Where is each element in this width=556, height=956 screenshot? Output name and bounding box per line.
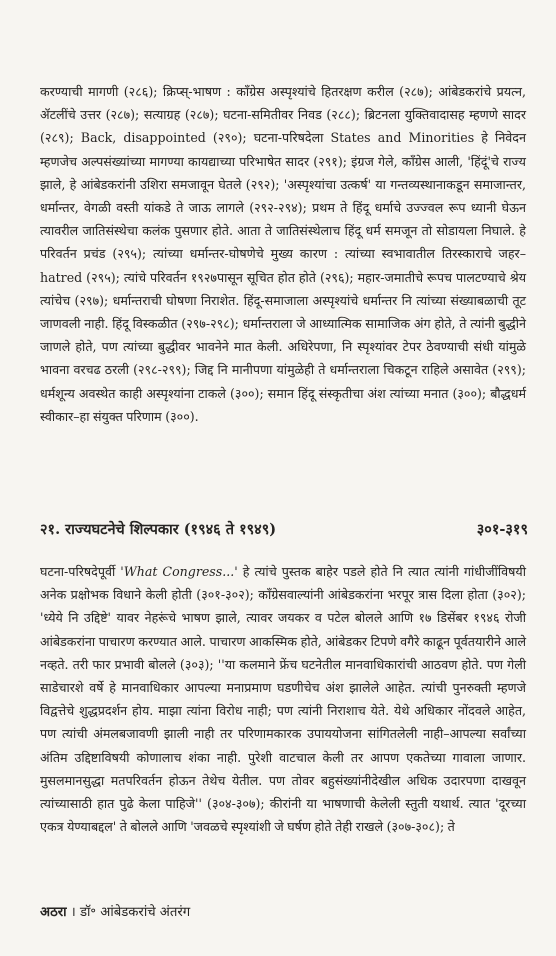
book-title-italic: What Congress... <box>123 564 235 579</box>
chapter-heading <box>40 519 528 539</box>
page-footer <box>40 902 190 920</box>
page-number-label: अठरा <box>40 905 67 920</box>
running-book-title: डॉ॰ आंबेडकरांचे अंतरंग <box>79 905 191 920</box>
summary-text-lead: घटना-परिषदेपूर्वी ' <box>40 564 124 579</box>
chapter-page-range: ३०१-३१९ <box>476 521 528 538</box>
summary-text-body: ' हे त्यांचे पुस्तक बाहेर पडले होते नि त्यात त्यांनी गांधीजींविषयी अनेक प्रक्षोभक विधाने केली होती (३०१-३०२); काँग्रेसवाल्यांनी आंबेडकरांना भरपूर त्रास दिला होता (३०२); 'ध्येये नि उद्दिष्टे' यावर नेहरूंचे भाषण झाले, त्यावर जयकर व पटेल बोलले आणि १७ डिसेंबर १९४६ रोजी आंबेडकरांना पाचारण करण्यात आले. पाचारण आकस्मिक होते, आंबेडकर टिपणे वगैरे काढून पूर्वतयारीने आले नव्हते. तरी फार प्रभावी बोलले (३०३); ''या कलमाने फ्रेंच घटनेतील मानवाधिकारांची आठवण होते. पण गेली साडेचारशे वर्षे हे मानवाधिकार आपल्या मनाप्रमाण घडणीचेच अंश झालेले आहेत. त्यांची पुनरुक्ती म्हणजे विद्वत्तेचे शुद्धप्रदर्शन होय. माझा त्यांना विरोध नाही; पण त्यांनी निराशाच येते. येथे अधिकार नोंदवले आहेत, पण त्यांची अंमलबजावणी झाली नाही तर परिणामकारक उपाययोजना सांगितलेली नाही–आपल्या सर्वांच्या अंतिम उद्दिष्टाविषयी कोणालाच शंका नाही. पुरेशी वाटचाल केली तर आपण एकतेच्या गावाला जाणार. मुसलमानसुद्धा मतपरिवर्तन होऊन तेथेच येतील. पण तोवर बहुसंख्यांनीदेखील अधिक उदारपणा दाखवून त्यांच्यासाठी हात पुढे केला पाहिजे'' (३०४-३०७); कीरांनी या भाषणाची केलेली स्तुती यथार्थ. त्यात 'दूरच्या एकत्र येण्याबद्दल' ते बोलले आणि 'जवळचे स्पृश्यांशी जे घर्षण होते तेही राखले (३०७-३०८); ते <box>40 564 526 835</box>
chapter-title: २१. राज्यघटनेचे शिल्पकार (१९४६ ते १९४९) <box>40 521 277 538</box>
contents-paragraph-continued: करण्याची मागणी (२८६); क्रिप्स्-भाषण : काँग्रेस अस्पृश्यांचे हितरक्षण करील (२८७); आंबेडकरांचे प्रयत्न, ॲटलींचे उत्तर (२८७); सत्याग्रह (२८७); घटना-समितीवर निवड (२८८); ब्रिटनला युक्तिवादासह म्हणणे सादर (२८९); Back, disappointed (२९०); घटना-परिषदेला States and Minorities हे निवेदन म्हणजेच अल्पसंख्यांच्या मागण्या कायद्याच्या परिभाषेत सादर (२९१); इंग्रज गेले, काँग्रेस आली, 'हिंदूं'चे राज्य झाले, हे आंबेडकरांनी उशिरा समजावून घेतले (२९२); 'अस्पृश्यांचा उत्कर्ष' या गन्तव्यस्थानाकडून समाजान्तर, धर्मान्तर, वेगळी वस्ती यांकडे ते जाऊ लागले (२९२-२९४); प्रथम ते हिंदू धर्माचे उज्ज्वल रूप ध्यानी घेऊन त्यावरील जातिसंस्थेचा कलंक पुसणार होते. आता ते जातिसंस्थेलाच हिंदू धर्म समजून तो सोडायला निघाले. हे परिवर्तन प्रचंड (२९५); त्यांच्या धर्मान्तर-घोषणेचे मुख्य कारण : त्यांच्या स्वभावातील तिरस्काराचे जहर–hatred (२९५); त्यांचे परिवर्तन १९२७पासून सूचित होत होते (२९६); महार-जमातीचे रूपच पालटण्याचे श्रेय त्यांचेच (२९७); धर्मान्तराची घोषणा निराशेत. हिंदू-समाजाला अस्पृश्यांचे धर्मान्तर नि त्यांच्या संख्याबळाची तूट जाणवली नाही. हिंदू विस्कळीत (२९७-२९८); धर्मान्तराला जे आध्यात्मिक सामाजिक अंग होते, ते त्यांनी बुद्धीने जाणले होते, पण त्यांच्या बुद्धीवर भावनेने मात केली. अधिरेपणा, नि स्पृश्यांवर टेपर ठेवण्याची संधी यांमुळे भावना वरचढ ठरली (२९८-२९९); जिद्द नि मानीपणा यांमुळेही ते धर्मान्तराला चिकटून राहिले असावेत (२९९); धर्मशून्य अवस्थेत काही अस्पृश्यांना टाकले (३००); समान हिंदू संस्कृतीचा अंश त्यांच्या मनात (३००); बौद्धधर्म स्वीकार–हा संयुक्त परिणाम (३००). <box>40 84 526 424</box>
chapter-summary-paragraph <box>40 560 526 838</box>
footer-separator: । <box>70 905 76 920</box>
